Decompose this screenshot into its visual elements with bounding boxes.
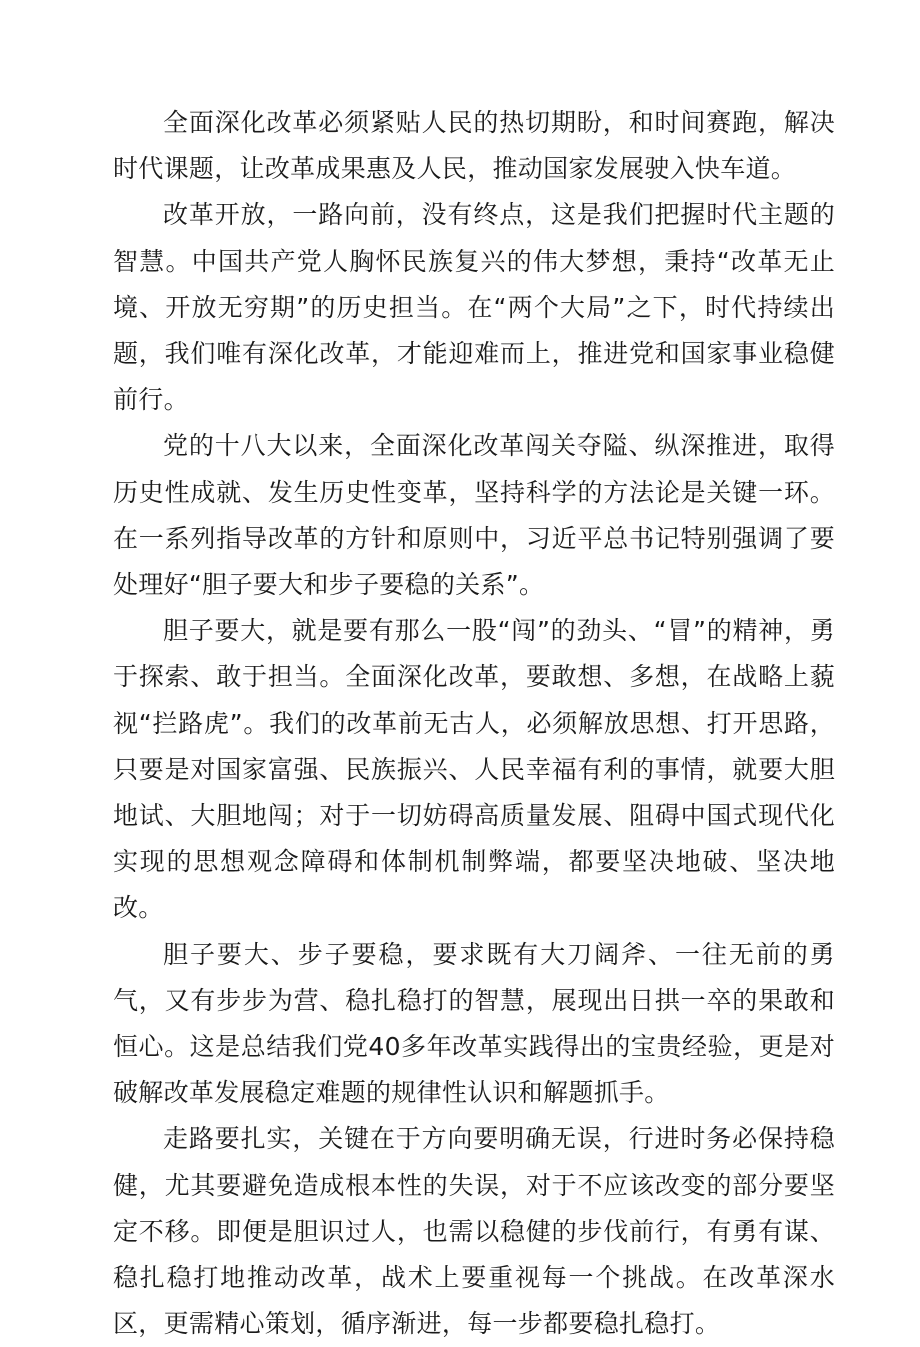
paragraph-1: 全面深化改革必须紧贴人民的热切期盼，和时间赛跑，解决时代课题，让改革成果惠及人民，推动国家发展驶入快车道。	[113, 108, 835, 184]
article-body	[113, 100, 835, 1347]
paragraph-6: 走路要扎实，关键在于方向要明确无误，行进时务必保持稳健，尤其要避免造成根本性的失误，对于不应该改变的部分要坚定不移。即便是胆识过人，也需以稳健的步伐前行，有勇有谋、稳扎稳打地推动改革，战术上要重视每一个挑战。在改革深水区，更需精心策划，循序渐进，每一步都要稳扎稳打。	[113, 1124, 835, 1339]
paragraph-4: 胆子要大，就是要有那么一股“闯”的劲头、“冒”的精神，勇于探索、敢于担当。全面深化改革，要敢想、多想，在战略上藐视“拦路虎”。我们的改革前无古人，必须解放思想、打开思路，只要是对国家富强、民族振兴、人民幸福有利的事情，就要大胆地试、大胆地闯；对于一切妨碍高质量发展、阻碍中国式现代化实现的思想观念障碍和体制机制弊端，都要坚决地破、坚决地改。	[113, 616, 835, 923]
paragraph-5: 胆子要大、步子要稳，要求既有大刀阔斧、一往无前的勇气，又有步步为营、稳扎稳打的智慧，展现出日拱一卒的果敢和恒心。这是总结我们党40多年改革实践得出的宝贵经验，更是对破解改革发展稳定难题的规律性认识和解题抓手。	[113, 939, 835, 1108]
paragraph-3: 党的十八大以来，全面深化改革闯关夺隘、纵深推进，取得历史性成就、发生历史性变革，坚持科学的方法论是关键一环。在一系列指导改革的方针和原则中，习近平总书记特别强调了要处理好“胆子要大和步子要稳的关系”。	[113, 431, 835, 600]
paragraph-2: 改革开放，一路向前，没有终点，这是我们把握时代主题的智慧。中国共产党人胸怀民族复兴的伟大梦想，秉持“改革无止境、开放无穷期”的历史担当。在“两个大局”之下，时代持续出题，我们唯有深化改革，才能迎难而上，推进党和国家事业稳健前行。	[113, 200, 835, 415]
